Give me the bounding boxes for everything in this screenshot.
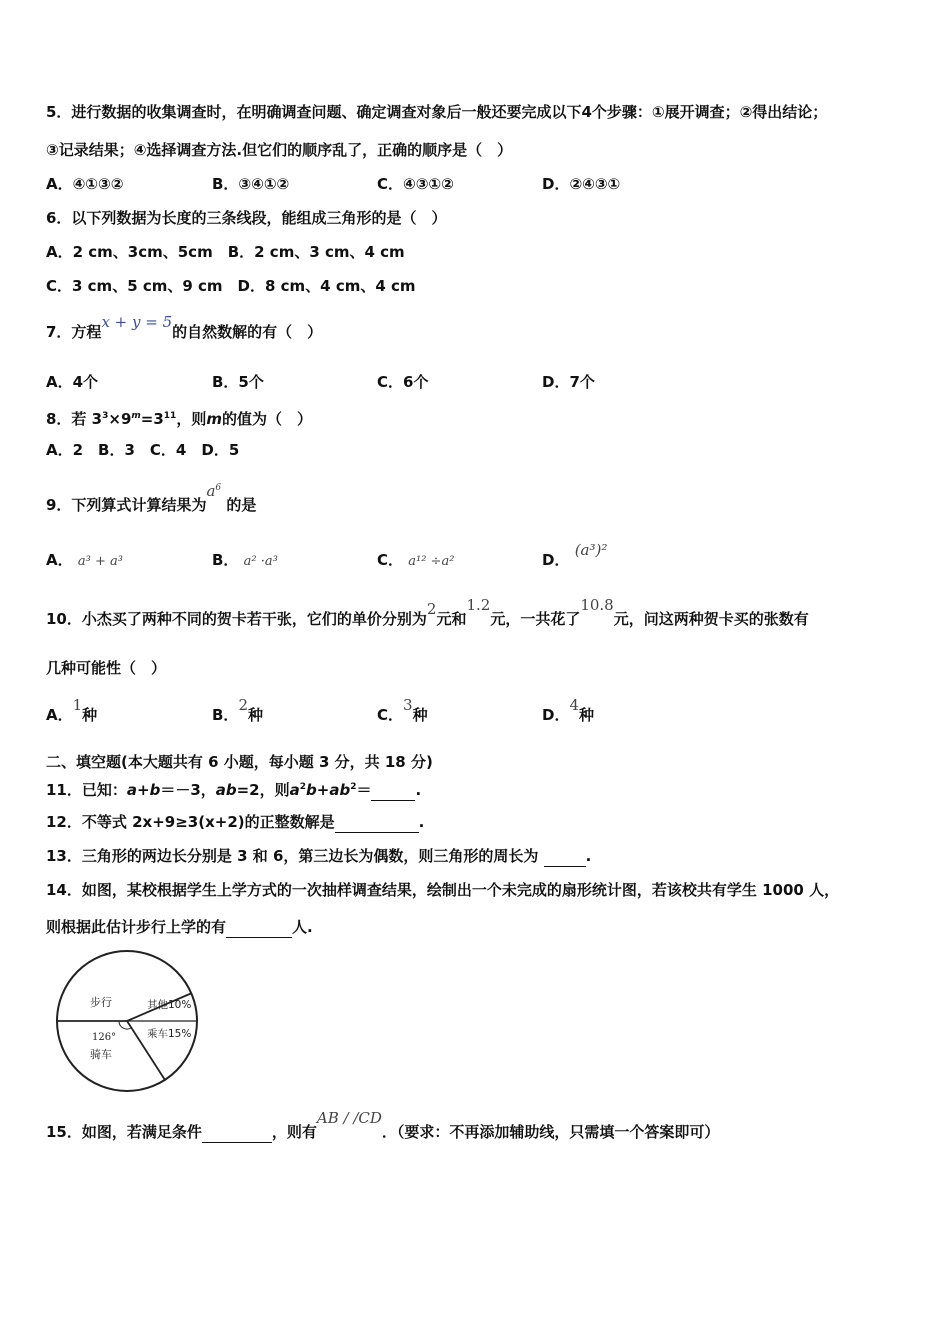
q6-options-row2: C．3 cm、5 cm、9 cm D．8 cm、4 cm、4 cm xyxy=(46,277,416,295)
q8-var: m xyxy=(206,410,222,428)
q7-prefix: 7．方程 xyxy=(46,323,102,341)
q5-option-a: A．④①③② xyxy=(46,175,124,193)
q7-option-a: A．4个 xyxy=(46,373,99,391)
q5-option-b: B．③④①② xyxy=(212,175,290,193)
q6-options-row1: A．2 cm、3cm、5cm B．2 cm、3 cm、4 cm xyxy=(46,243,405,261)
q9-option-b-math: a² ·a³ xyxy=(243,554,278,569)
q7-suffix: 的自然数解的有（ ） xyxy=(172,323,323,341)
q8-suffix2: 的值为（ ） xyxy=(221,410,312,428)
q9-option-a: A． a³ + a³ xyxy=(46,551,123,569)
q10-option-c: C．3种 xyxy=(377,696,428,724)
q15-answer-blank[interactable] xyxy=(202,1122,272,1143)
q9-suffix: 的是 xyxy=(226,496,257,514)
pie-chart-figure xyxy=(52,946,202,1096)
q5-option-d: D．②④③① xyxy=(542,175,621,193)
q8-exp1: 3 xyxy=(102,411,109,421)
q9-option-d: D． (a³)² xyxy=(542,541,608,569)
q8-stem xyxy=(46,406,312,429)
q5-line2: ③记录结果；④选择调查方法.但它们的顺序乱了，正确的顺序是（ ） xyxy=(46,141,513,159)
q7-equation: x + y = 5 xyxy=(101,313,173,331)
q14-line2: 则根据此估计步行上学的有 人. xyxy=(46,918,313,936)
q10-v3: 10.8 xyxy=(580,596,614,614)
section-2-heading: 二、填空题(本大题共有 6 小题，每小题 3 分，共 18 分) xyxy=(46,753,433,771)
pie-label-angle: 126° xyxy=(92,1032,117,1043)
pie-label-bike: 骑车 xyxy=(90,1048,112,1061)
q9-option-c-math: a¹² ÷a² xyxy=(408,554,455,569)
q7-option-c: C．6个 xyxy=(377,373,429,391)
q8-prefix: 8．若 3 xyxy=(46,410,103,428)
q12: 12．不等式 2x+9≥3(x+2)的正整数解是 . xyxy=(46,813,425,831)
q6-stem: 6．以下列数据为长度的三条线段，能组成三角形的是（ ） xyxy=(46,209,447,227)
pie-label-other: 其他10% xyxy=(147,999,192,1011)
q7-option-d: D．7个 xyxy=(542,373,595,391)
pie-label-walk: 步行 xyxy=(90,996,112,1009)
q15-expr: AB / /CD xyxy=(316,1109,382,1127)
q8-times: ×9 xyxy=(108,410,132,428)
q10-v1: 2 xyxy=(426,600,437,618)
q8-exp2: m xyxy=(131,411,141,421)
q10-line2: 几种可能性（ ） xyxy=(46,659,167,677)
q10-option-a: A．1种 xyxy=(46,696,98,724)
q5-line1: 5．进行数据的收集调查时，在明确调查问题、确定调查对象后一般还要完成以下4个步骤：①展开调查；②得出结论； xyxy=(46,103,828,121)
q15: 15．如图，若满足条件 ，则有AB / /CD．（要求：不再添加辅助线，只需填一个答案即可） xyxy=(46,1109,720,1141)
q10-option-d: D．4种 xyxy=(542,696,595,724)
q12-answer-blank[interactable] xyxy=(335,812,419,833)
pie-label-bus: 乘车15% xyxy=(147,1028,192,1040)
q7-stem xyxy=(46,313,323,342)
q8-suffix: ，则 xyxy=(176,410,207,428)
q8-options: A．2 B．3 C．4 D．5 xyxy=(46,441,240,459)
q8-exp3: 11 xyxy=(163,411,177,421)
q14-line1: 14．如图，某校根据学生上学方式的一次抽样调查结果，绘制出一个未完成的扇形统计图，若该校共有学生 1000 人， xyxy=(46,881,840,899)
q9-stem xyxy=(46,482,257,515)
q11-answer-blank[interactable] xyxy=(371,780,415,801)
q5-option-c: C．④③①② xyxy=(377,175,454,193)
q10-line1: 10．小杰买了两种不同的贺卡若干张，它们的单价分别为2元和1.2元，一共花了10.8元，问这两种贺卡买的张数有 xyxy=(46,596,809,628)
q11: 11．已知：a+b＝－3，ab=2，则$a^2b+ab^2=$ . xyxy=(46,781,422,799)
q8-eq: =3 xyxy=(140,410,164,428)
q10-v2: 1.2 xyxy=(466,596,491,614)
q13-answer-blank[interactable] xyxy=(544,846,586,867)
q9-option-c: C． a¹² ÷a² xyxy=(377,551,455,569)
q9-expr: $a^6$ xyxy=(206,482,222,500)
q9-option-b: B． a² ·a³ xyxy=(212,551,278,569)
q7-option-b: B．5个 xyxy=(212,373,264,391)
q14-answer-blank[interactable] xyxy=(226,917,292,938)
q9-option-d-math: (a³)² xyxy=(574,541,608,559)
q9-option-a-math: a³ + a³ xyxy=(77,554,123,569)
q13: 13．三角形的两边长分别是 3 和 6，第三边长为偶数，则三角形的周长为 . xyxy=(46,847,592,865)
q10-option-b: B．2种 xyxy=(212,696,263,724)
q9-prefix: 9．下列算式计算结果为 xyxy=(46,496,207,514)
